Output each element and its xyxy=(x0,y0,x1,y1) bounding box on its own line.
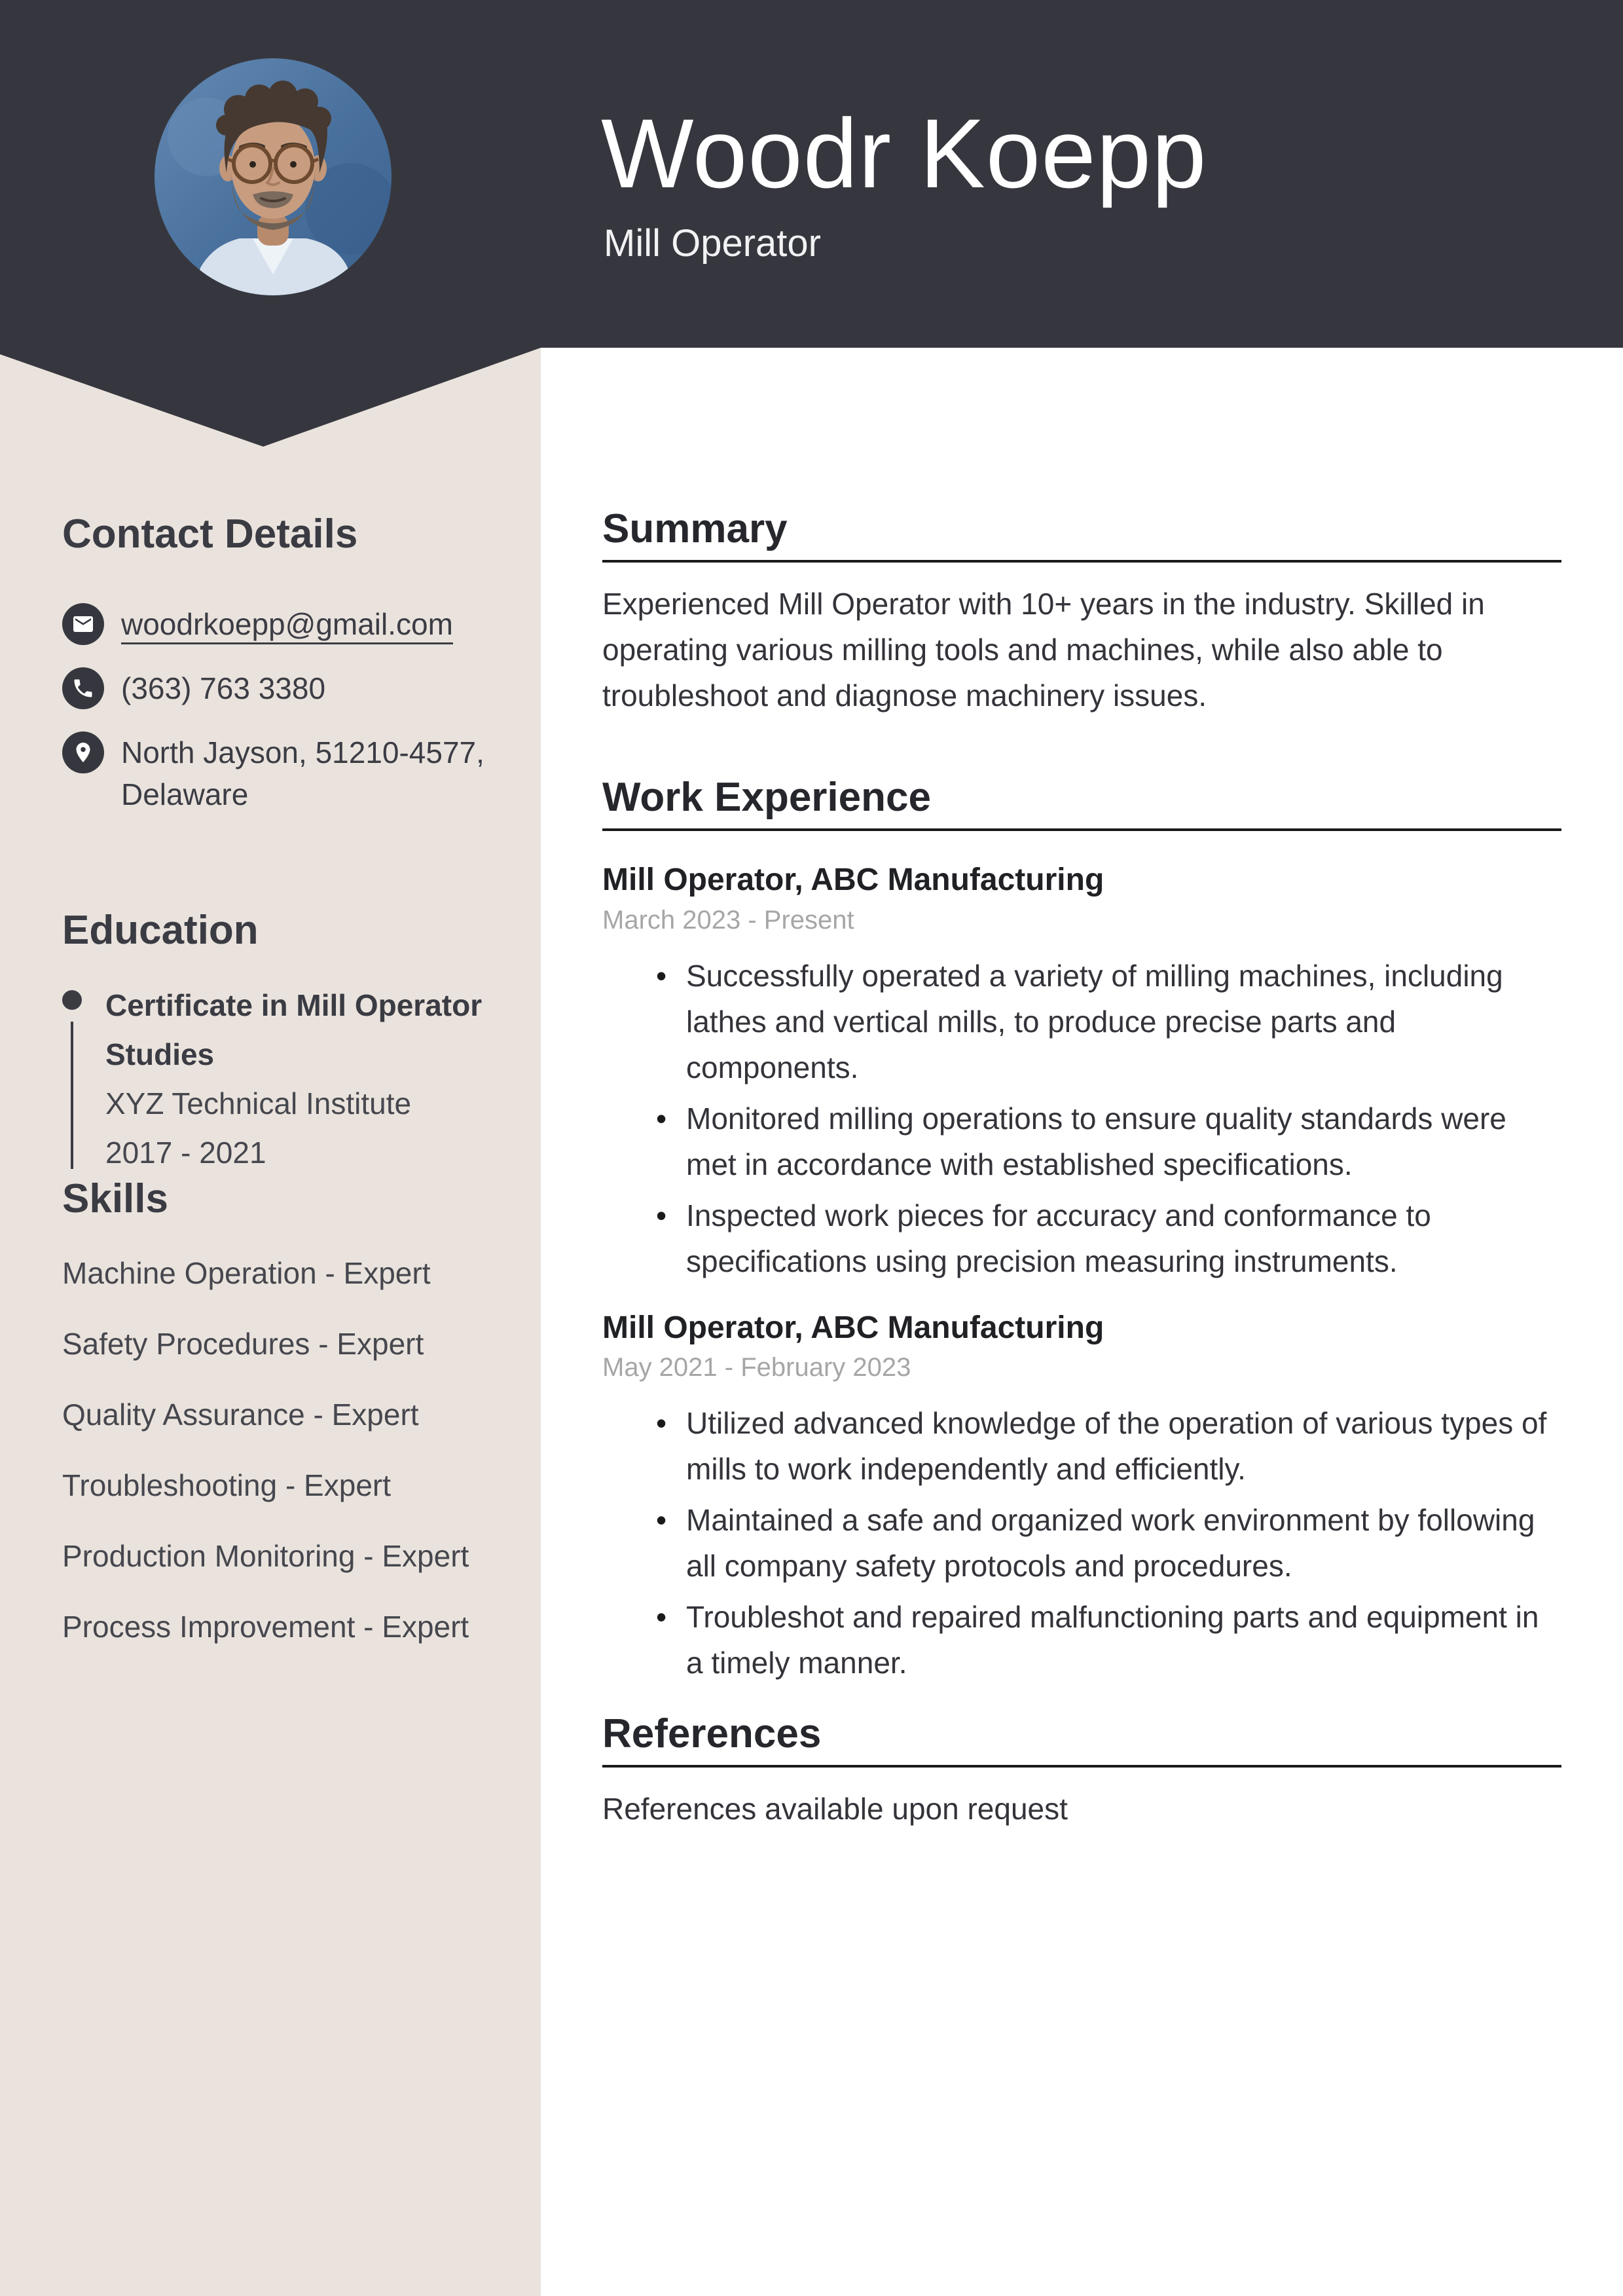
references-text: References available upon request xyxy=(602,1792,1068,1826)
job-title: Mill Operator, ABC Manufacturing xyxy=(602,1310,1104,1345)
education-school: XYZ Technical Institute xyxy=(105,1086,412,1121)
job-bullet-list xyxy=(602,1400,1561,1686)
skills-list xyxy=(62,1258,494,1642)
job-dates: March 2023 - Present xyxy=(602,905,854,935)
contact-row-email xyxy=(62,603,494,645)
summary-heading: Summary xyxy=(602,506,788,551)
education-dates: 2017 - 2021 xyxy=(105,1136,266,1170)
skill-item: Troubleshooting - Expert xyxy=(62,1468,392,1503)
job-bullet-list xyxy=(602,953,1561,1284)
skill-item: Production Monitoring - Expert xyxy=(62,1539,469,1574)
job-bullet: • Inspected work pieces for accuracy and conformance to specifications using precision measuring instruments. xyxy=(686,1193,1561,1284)
references-heading: References xyxy=(602,1711,822,1756)
timeline-dot xyxy=(62,990,82,1010)
section-divider xyxy=(602,828,1561,831)
work-experience-heading: Work Experience xyxy=(602,775,931,820)
profile-photo xyxy=(155,58,392,295)
contact-details-heading: Contact Details xyxy=(62,511,358,557)
skills-heading: Skills xyxy=(62,1176,168,1221)
references-section xyxy=(602,1711,1561,1832)
contact-row-address xyxy=(62,731,494,815)
email-icon xyxy=(62,603,104,645)
job-bullet: • Troubleshot and repaired malfunctioning parts and equipment in a timely manner. xyxy=(686,1594,1561,1686)
skills-section xyxy=(62,1176,494,1682)
skill-item: Process Improvement - Expert xyxy=(62,1610,469,1644)
education-heading: Education xyxy=(62,908,259,953)
job-bullet: • Maintained a safe and organized work environment by following all company safety protocols and procedures. xyxy=(686,1497,1561,1589)
map-pin-icon xyxy=(62,731,104,773)
job-bullet: • Monitored milling operations to ensure quality standards were met in accordance with established specifications. xyxy=(686,1096,1561,1187)
section-divider xyxy=(602,560,1561,563)
job-title: Mill Operator, ABC Manufacturing xyxy=(602,862,1104,898)
job-dates: May 2021 - February 2023 xyxy=(602,1353,911,1382)
contact-row-phone xyxy=(62,667,494,709)
skill-item: Machine Operation - Expert xyxy=(62,1256,431,1291)
phone-number: (363) 763 3380 xyxy=(121,671,326,706)
job-bullet: • Utilized advanced knowledge of the operation of various types of mills to work independently and efficiently. xyxy=(686,1400,1561,1492)
phone-icon xyxy=(62,667,104,709)
person-name: Woodr Koepp xyxy=(601,98,1207,208)
summary-text: Experienced Mill Operator with 10+ years in the industry. Skilled in operating various milling tools and machines, while also able to troubleshoot and diagnose machinery issues. xyxy=(602,587,1485,713)
address-line-1: North Jayson, 51210-4577, xyxy=(121,735,484,770)
job-entry-2 xyxy=(602,1309,1561,1686)
education-degree: Certificate in Mill Operator Studies xyxy=(105,988,483,1072)
summary-section xyxy=(602,506,1561,718)
section-divider xyxy=(602,1765,1561,1768)
contact-details-section xyxy=(62,511,494,838)
skill-item: Quality Assurance - Expert xyxy=(62,1398,419,1432)
address xyxy=(121,731,484,815)
work-experience-section xyxy=(602,774,1561,1691)
timeline-line xyxy=(71,1022,73,1169)
job-entry-1 xyxy=(602,861,1561,1284)
skill-item: Safety Procedures - Expert xyxy=(62,1327,424,1361)
contact-list xyxy=(62,603,494,815)
address-line-2: Delaware xyxy=(121,777,249,812)
education-entry xyxy=(62,981,498,1177)
job-bullet: • Successfully operated a variety of milling machines, including lathes and vertical mills, to produce precise parts and components. xyxy=(686,953,1561,1090)
person-job-title: Mill Operator xyxy=(604,222,821,265)
education-section xyxy=(62,907,494,1177)
email-link[interactable]: woodrkoepp@gmail.com xyxy=(121,607,453,644)
